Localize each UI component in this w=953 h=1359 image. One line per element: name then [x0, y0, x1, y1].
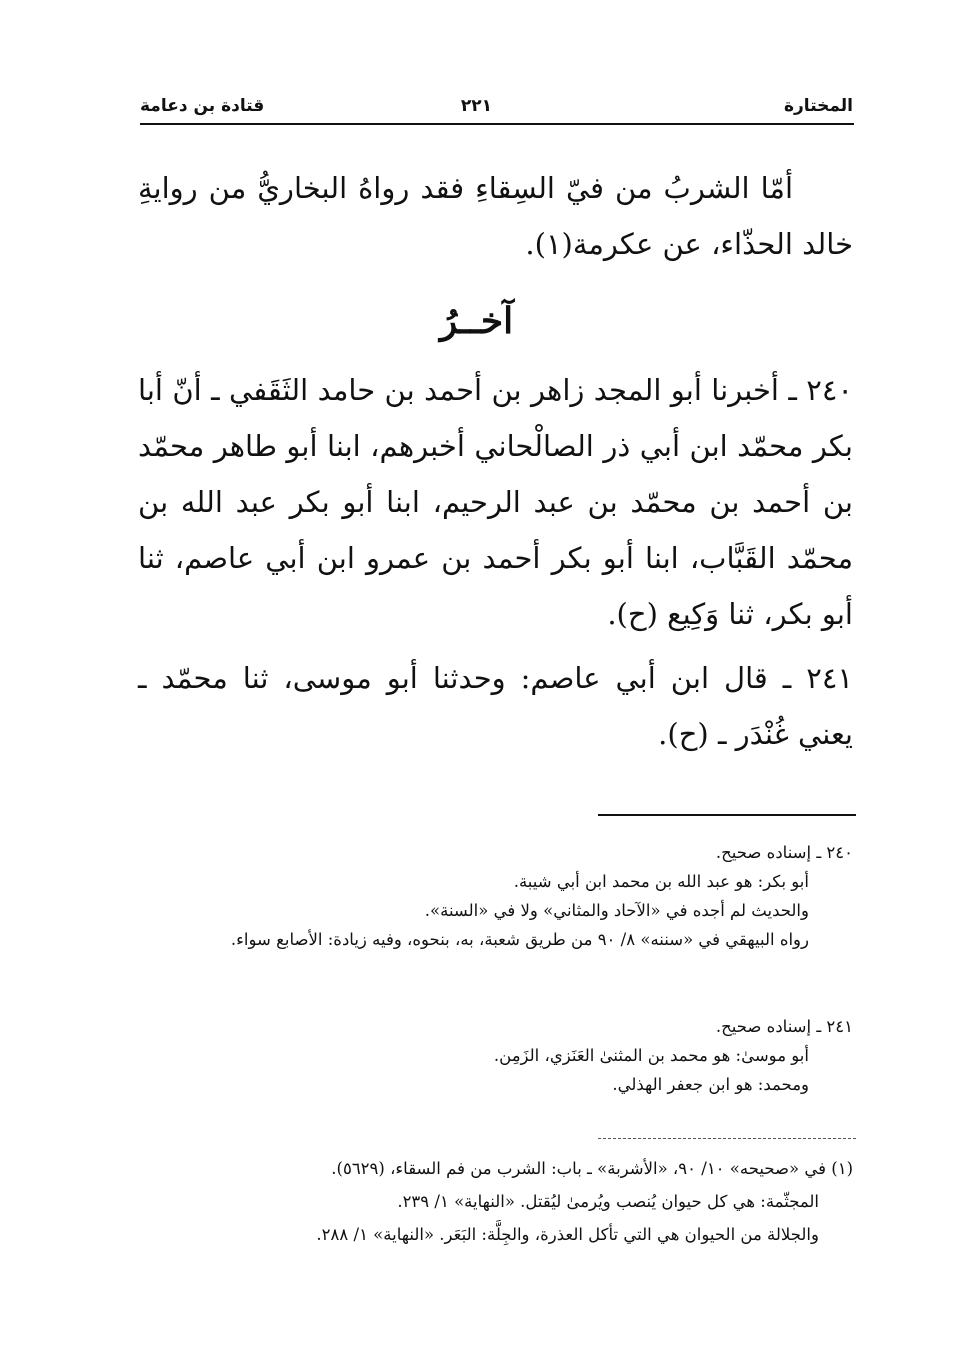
- footnote-240-line-4: رواه البيهقي في «سننه» ٨/ ٩٠ من طريق شعبة، به، بنحوه، وفيه زيادة: الأصابع سواء.: [230, 930, 809, 949]
- running-header-book-title: المختارة: [783, 96, 853, 116]
- note-1: (١) في «صحيحه» ١٠/ ٩٠، «الأشربة» ـ باب: الشرب من فم السقاء، (٥٦٢٩).: [331, 1159, 853, 1178]
- note-1-line-2: المجثّمة: هي كل حيوان يُنصب ويُرمىٰ ليُقتل. «النهاية» ١/ ٢٣٩.: [397, 1192, 819, 1211]
- footnote-240-line-3: والحديث لم أجده في «الآحاد والمثاني» ولا في «السنة».: [424, 901, 809, 920]
- footnote-241-line-3: ومحمد: هو ابن جعفر الهذلي.: [612, 1075, 809, 1094]
- footnote-240-line-1: ٢٤٠ ـ إسناده صحيح.: [715, 843, 853, 862]
- footnote-240: [133, 838, 853, 954]
- endnotes: [133, 1152, 853, 1251]
- page-number: ٢٢١: [460, 96, 493, 116]
- header-rule: [140, 123, 854, 125]
- footnote-241-line-1: ٢٤١ ـ إسناده صحيح.: [715, 1017, 853, 1036]
- footnote-241: [133, 1012, 853, 1099]
- intro-paragraph: أمّا الشربُ من فيّ السِقاءِ فقد رواهُ البخاريُّ من روايةِ خالد الحذّاء، عن عكرمة(١).: [138, 171, 853, 261]
- running-header-chapter-title: قتادة بن دعامة: [140, 96, 265, 116]
- hadith-240-text: ٢٤٠ ـ أخبرنا أبو المجد زاهر بن أحمد بن حامد الثَقَفي ـ أنّ أبا بكر محمّد ابن أبي ذر الصالْحاني أخبرهم، ابنا أبو طاهر محمّد بن أحمد بن محمّد بن عبد الرحيم، ابنا أبو بكر عبد الله بن محمّد القَبَّاب، ابنا أبو بكر أحمد بن عمرو ابن أبي عاصم، ثنا أبو بكر، ثنا وَكِيع (ح).: [138, 373, 853, 631]
- hadith-241-text: ٢٤١ ـ قال ابن أبي عاصم: وحدثنا أبو موسى، ثنا محمّد ـ يعني غُنْدَر ـ (ح).: [138, 661, 853, 751]
- footnote-240-line-2: أبو بكر: هو عبد الله بن محمد ابن أبي شيبة.: [513, 872, 809, 891]
- note-1-line-3: والجلالة من الحيوان هي التي تأكل العذرة، والجِلَّة: البَعَر. «النهاية» ١/ ٢٨٨.: [316, 1225, 819, 1244]
- footnote-separator: [598, 814, 856, 816]
- section-heading: آخــرُ: [439, 300, 514, 342]
- footnote-241-line-2: أبو موسىٰ: هو محمد بن المثنىٰ العَنَزي، الزَمِن.: [493, 1046, 809, 1065]
- notes-separator: [598, 1138, 856, 1139]
